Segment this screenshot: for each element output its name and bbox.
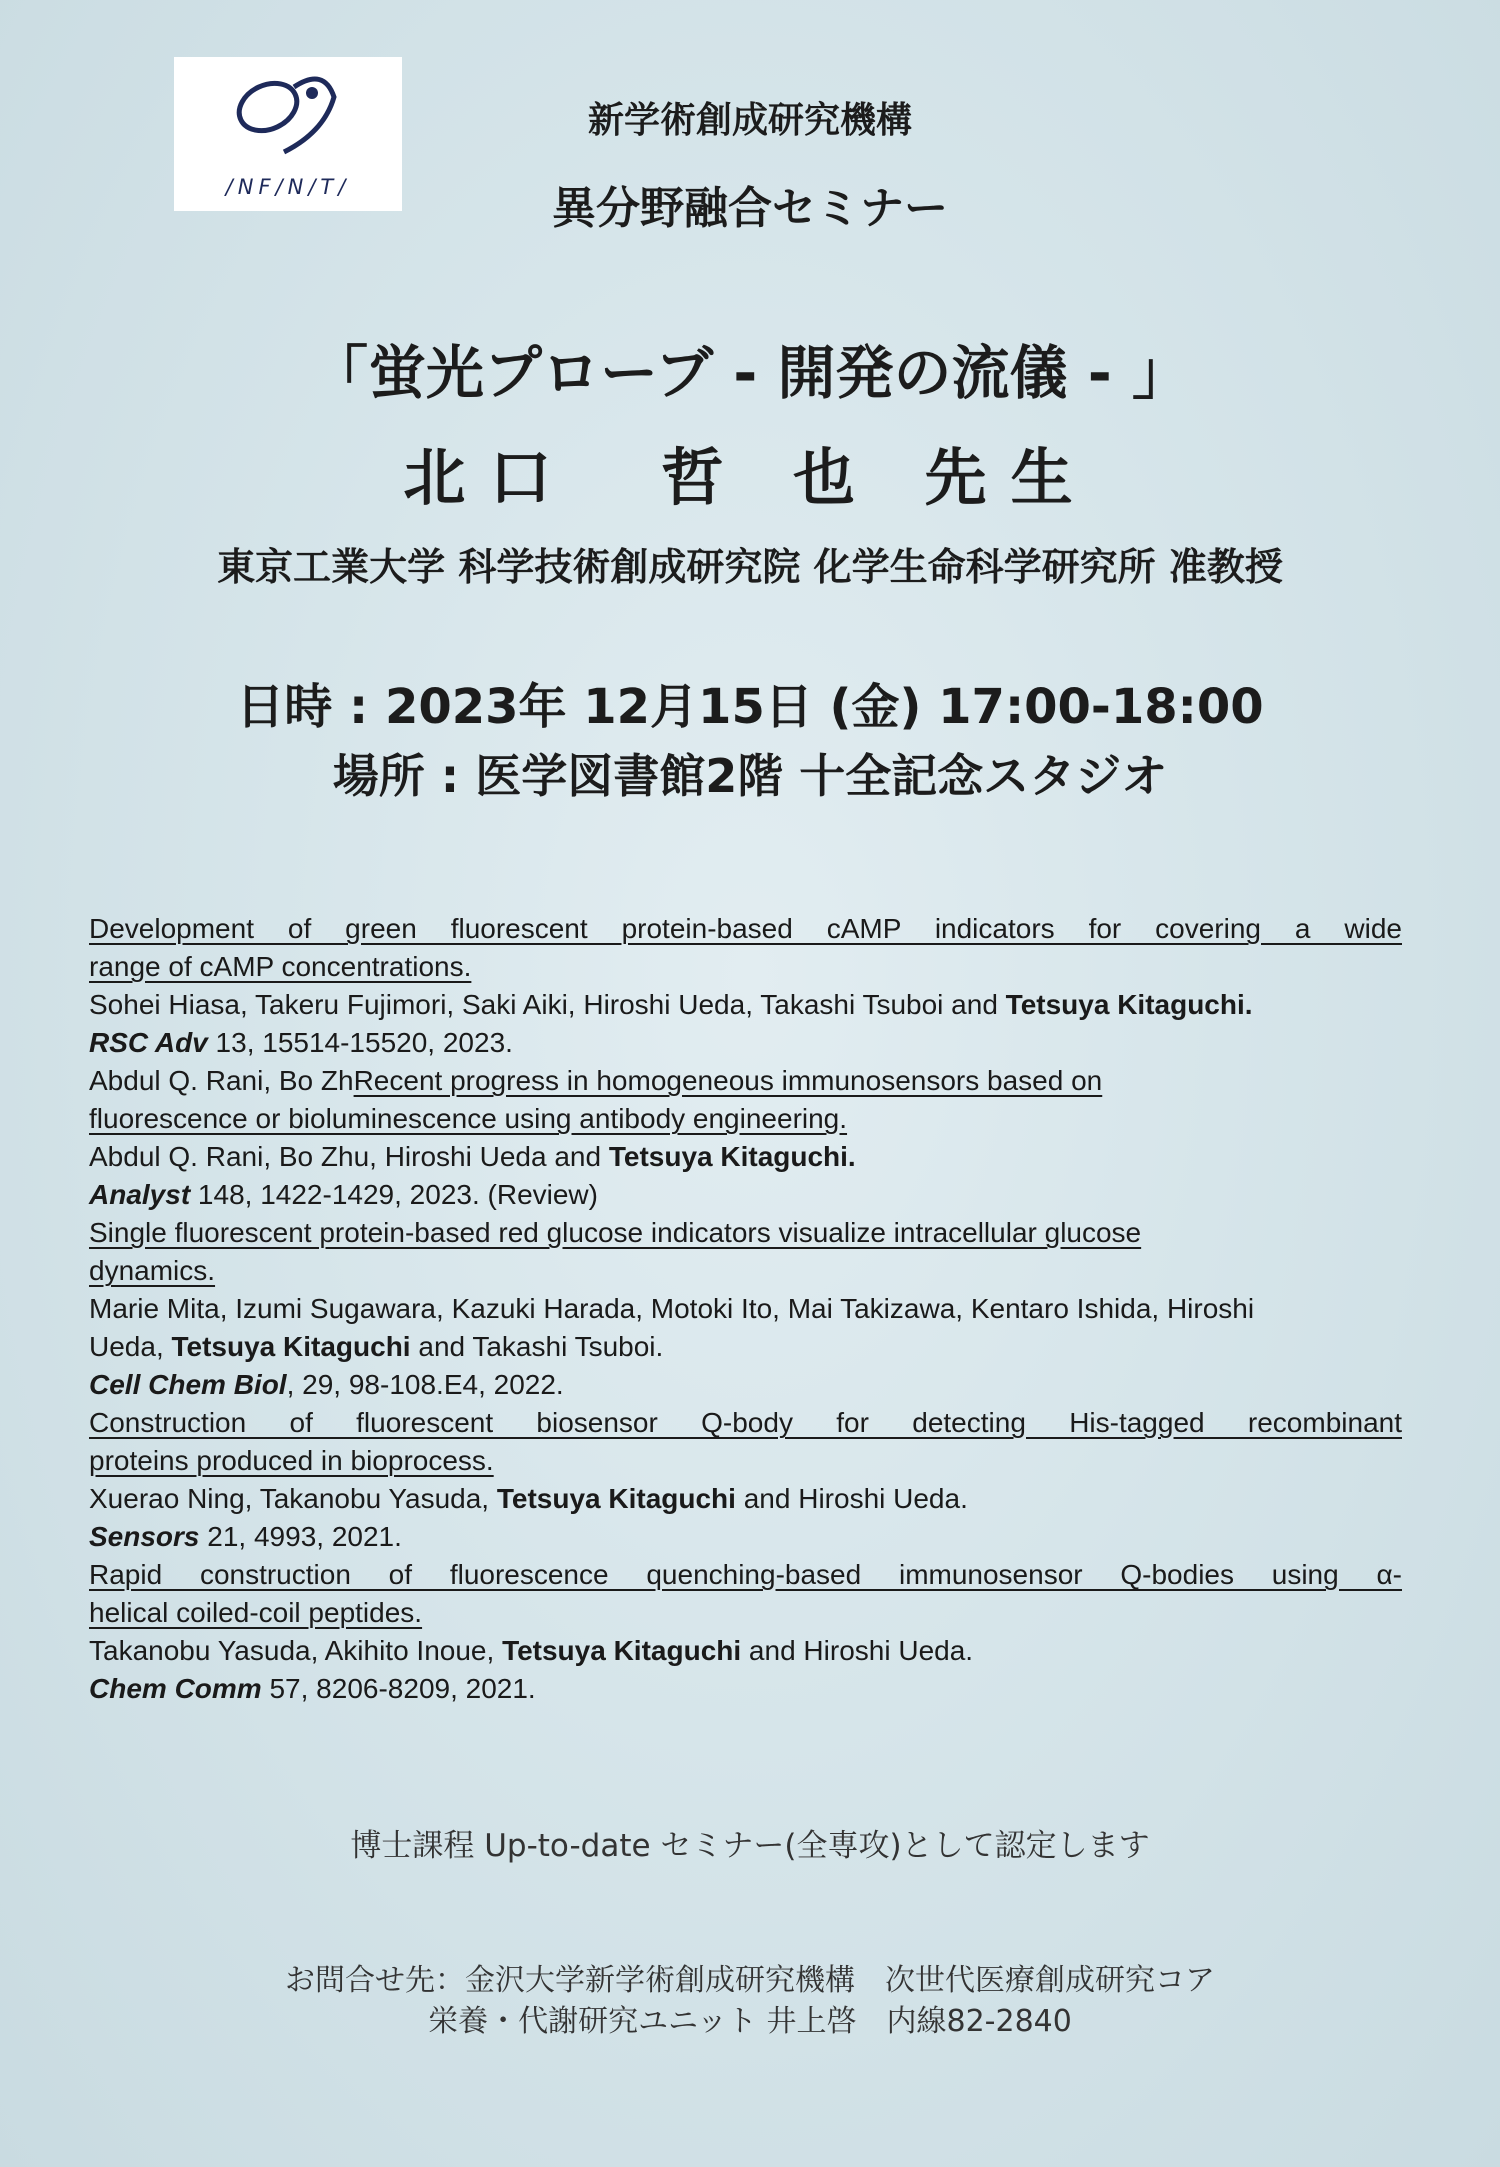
journal-name: Chem Comm bbox=[89, 1673, 262, 1704]
reference-title-link[interactable]: proteins produced in bioprocess. bbox=[89, 1445, 494, 1476]
reference-item bbox=[89, 1556, 1402, 1708]
reference-authors: Takanobu Yasuda, Akihito Inoue, Tetsuya Kitaguchi and Hiroshi Ueda. bbox=[89, 1635, 974, 1666]
highlighted-author: Tetsuya Kitaguchi bbox=[502, 1635, 742, 1666]
reference-authors: Sohei Hiasa, Takeru Fujimori, Saki Aiki, Hiroshi Ueda, Takashi Tsuboi and Tetsuya Kitaguchi. bbox=[89, 989, 1253, 1020]
reference-citation: Analyst 148, 1422-1429, 2023. (Review) bbox=[89, 1179, 598, 1210]
reference-item bbox=[89, 1404, 1402, 1556]
speaker-affiliation: 東京工業大学 科学技術創成研究院 化学生命科学研究所 准教授 bbox=[217, 545, 1283, 589]
reference-title-link[interactable]: dynamics. bbox=[89, 1255, 216, 1286]
organization-name: 新学術創成研究機構 bbox=[587, 100, 912, 141]
reference-prefix: Abdul Q. Rani, Bo Zh bbox=[89, 1065, 354, 1096]
journal-name: Cell Chem Biol bbox=[89, 1369, 287, 1400]
reference-title-link[interactable]: helical coiled-coil peptides. bbox=[89, 1597, 423, 1628]
reference-citation: Chem Comm 57, 8206-8209, 2021. bbox=[89, 1673, 536, 1704]
reference-item bbox=[89, 1214, 1402, 1404]
reference-title-link[interactable]: fluorescence or bioluminescence using antibody engineering. bbox=[89, 1103, 848, 1134]
reference-authors: Abdul Q. Rani, Bo Zhu, Hiroshi Ueda and Tetsuya Kitaguchi. bbox=[89, 1141, 856, 1172]
reference-authors: Ueda, Tetsuya Kitaguchi and Takashi Tsuboi. bbox=[89, 1331, 664, 1362]
reference-citation: RSC Adv 13, 15514-15520, 2023. bbox=[89, 1027, 513, 1058]
journal-name: Analyst bbox=[89, 1179, 191, 1210]
event-datetime: 日時 : 2023年 12月15日 (金) 17:00-18:00 bbox=[236, 679, 1264, 735]
contact-line-1: お問合せ先：金沢大学新学術創成研究機構 次世代医療創成研究コア bbox=[285, 1963, 1215, 1998]
journal-name: RSC Adv bbox=[89, 1027, 208, 1058]
phd-seminar-note: 博士課程 Up-to-date セミナー(全専攻)として認定します bbox=[350, 1828, 1150, 1864]
highlighted-author: Tetsuya Kitaguchi. bbox=[608, 1141, 856, 1172]
speaker-name: 北口 哲 也 先生 bbox=[403, 441, 1097, 514]
reference-item bbox=[89, 1062, 1402, 1214]
reference-title-link[interactable]: Construction of fluorescent biosensor Q-body for detecting His-tagged recombinant bbox=[89, 1407, 1402, 1438]
reference-title-link[interactable]: range of cAMP concentrations. bbox=[89, 951, 472, 982]
reference-citation: Sensors 21, 4993, 2021. bbox=[89, 1521, 402, 1552]
reference-item bbox=[89, 910, 1402, 1062]
reference-list bbox=[89, 910, 1402, 1708]
reference-citation: Cell Chem Biol, 29, 98-108.E4, 2022. bbox=[89, 1369, 564, 1400]
reference-title-link[interactable]: Single fluorescent protein-based red glucose indicators visualize intracellular glucose bbox=[89, 1217, 1142, 1248]
contact-line-2: 栄養・代謝研究ユニット 井上啓 内線82-2840 bbox=[428, 2004, 1072, 2039]
highlighted-author: Tetsuya Kitaguchi bbox=[171, 1331, 411, 1362]
highlighted-author: Tetsuya Kitaguchi bbox=[496, 1483, 736, 1514]
talk-title: 「蛍光プローブ - 開発の流儀 - 」 bbox=[309, 339, 1190, 407]
event-venue: 場所 : 医学図書館2階 十全記念スタジオ bbox=[332, 749, 1168, 803]
reference-authors: Marie Mita, Izumi Sugawara, Kazuki Harada, Motoki Ito, Mai Takizawa, Kentaro Ishida, Hiroshi bbox=[89, 1293, 1255, 1324]
seminar-series: 異分野融合セミナー bbox=[552, 183, 948, 234]
reference-title-link[interactable]: Recent progress in homogeneous immunosensors based on bbox=[353, 1065, 1103, 1096]
logo-text: /NF/N/T/ bbox=[225, 175, 351, 199]
highlighted-author: Tetsuya Kitaguchi. bbox=[1005, 989, 1253, 1020]
reference-authors: Xuerao Ning, Takanobu Yasuda, Tetsuya Kitaguchi and Hiroshi Ueda. bbox=[89, 1483, 968, 1514]
reference-title-link[interactable]: Development of green fluorescent protein-based cAMP indicators for covering a wide bbox=[89, 913, 1402, 944]
reference-title-link[interactable]: Rapid construction of fluorescence quenching-based immunosensor Q-bodies using α- bbox=[89, 1559, 1402, 1590]
journal-name: Sensors bbox=[89, 1521, 200, 1552]
